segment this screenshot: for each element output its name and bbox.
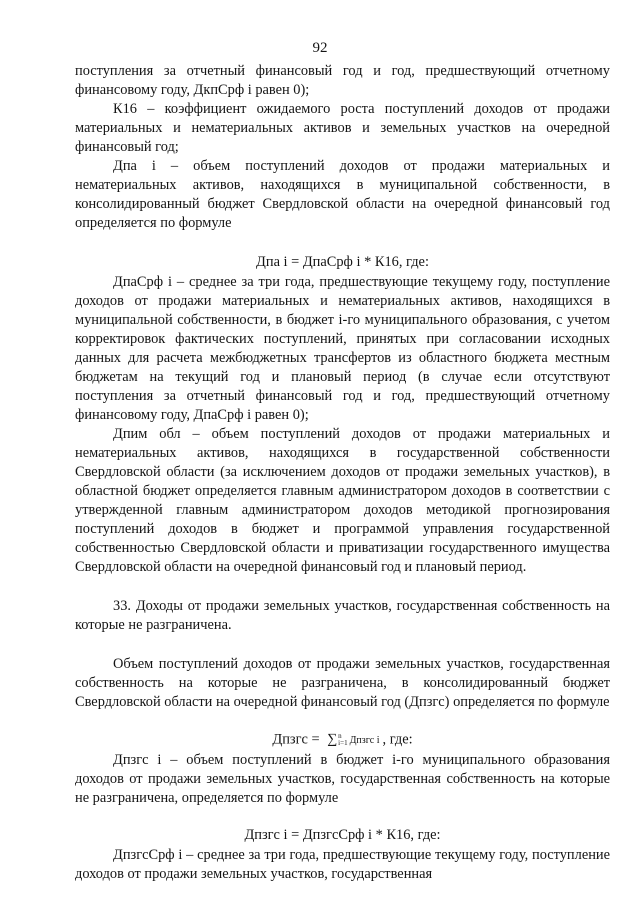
document-body: [75, 62, 610, 884]
paragraph-dpim-definition: Дпим обл – объем поступлений доходов от продажи материальных и нематериальных активов, находящихся в государственной собственности Свердловской области (за исключением доходов от продажи земельных участков), в областной бюджет определяется главным администратором доходов в соответствии с утвержденной главным администратором доходов методикой прогнозирования поступлений доходов в бюджет и программой управления государственной собственностью Свердловской области и приватизации государственного имущества Свердловской области на очередной финансовый год и плановый период.: [75, 426, 610, 575]
formula-dpzgs-i: Дпзгс i = ДпзгсСрф i * К16, где:: [244, 827, 441, 843]
sum-lower-limit: i=1: [338, 738, 348, 747]
formula-left: Дпзгс =: [272, 731, 324, 748]
formula-right: , где:: [382, 731, 413, 748]
summation: [327, 730, 379, 750]
paragraph-dpzgs-i-definition: Дпзгс i – объем поступлений в бюджет i-го муниципального образования доходов от продажи земельных участков, государственная собственность на которые не разграничена, определяется по формуле: [75, 752, 610, 806]
sum-upper-limit: n: [338, 731, 342, 740]
sum-sign: ∑: [327, 732, 338, 747]
formula-dpa: Дпа i = ДпаСрф i * К16, где:: [256, 254, 429, 270]
paragraph-dpa-definition: Дпа i – объем поступлений доходов от продажи материальных и нематериальных активов, находящихся в муниципальной собственности, в консолидированный бюджет Свердловской области на очередной финансовый год определяется по формуле: [75, 158, 610, 231]
paragraph-continuation: поступления за отчетный финансовый год и год, предшествующий отчетному финансовому году, ДкпСрф i равен 0);: [75, 63, 610, 98]
paragraph-k16-definition: К16 – коэффициент ожидаемого роста поступлений доходов от продажи материальных и нематериальных активов и земельных участков на очередной финансовый год;: [75, 101, 610, 155]
page-number: 92: [312, 40, 328, 56]
section-heading-33: 33. Доходы от продажи земельных участков, государственная собственность на которые не разграничена.: [75, 598, 610, 633]
sum-body: Дпзгс i: [349, 735, 380, 746]
paragraph-dpzgssrf-definition: ДпзгсСрф i – среднее за три года, предшествующие текущему году, поступление доходов от продажи земельных участков, государственная: [75, 847, 610, 882]
paragraph-dpzgs-volume: Объем поступлений доходов от продажи земельных участков, государственная собственность на которые не разграничена, в консолидированный бюджет Свердловской области на очередной финансовый год (Дпзгс) определяется по формуле: [75, 656, 610, 710]
formula-dpzgs-sum: [75, 730, 610, 750]
paragraph-dpasrf-definition: ДпаСрф i – среднее за три года, предшествующие текущему году, поступление доходов от продажи материальных и нематериальных активов, находящихся в муниципальной собственности, в бюджет i-го муниципального образования, с учетом корректировок фактических поступлений, принятых при согласовании исходных данных для расчета межбюджетных трансфертов из областного бюджета местным бюджетам на текущий год и плановый период (в случае если отсутствуют поступления за отчетный финансовый год и год, предшествующий отчетному финансовому году, ДпаСрф i равен 0);: [75, 274, 610, 423]
